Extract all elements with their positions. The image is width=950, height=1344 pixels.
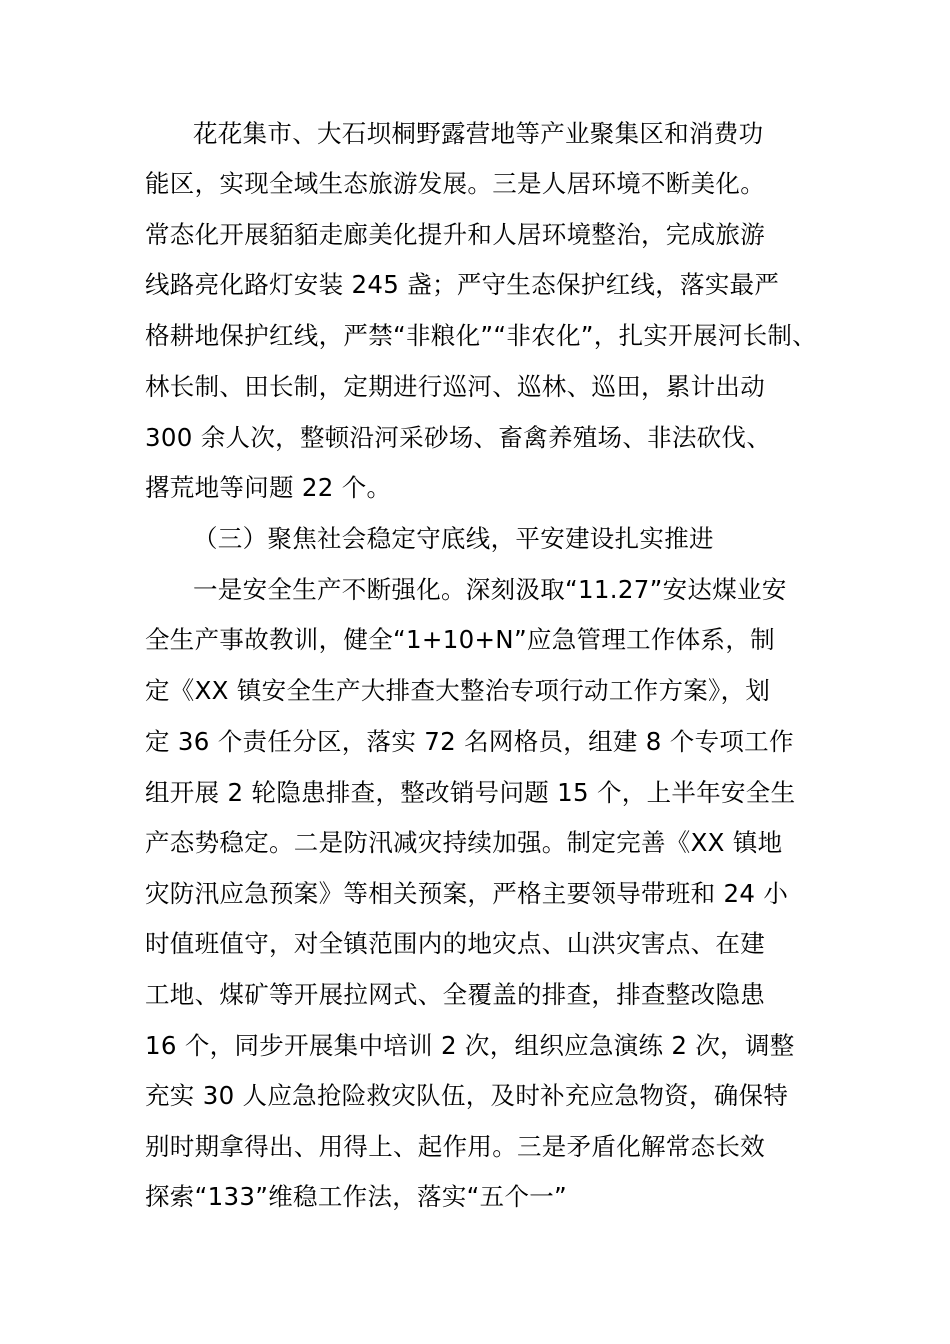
text-line-5: 格耕地保护红线，严禁“非粮化”“非农化”，扎实开展河长制、 <box>145 321 817 350</box>
text-line-10: 一是安全生产不断强化。深刻汲取“11.27”安达煤业安 <box>193 575 787 604</box>
text-line-11: 全生产事故教训，健全“1+10+N”应急管理工作体系，制 <box>145 625 775 654</box>
text-line-6: 林长制、田长制，定期进行巡河、巡林、巡田，累计出动 <box>145 372 765 401</box>
text-line-22: 探索“133”维稳工作法，落实“五个一” <box>145 1182 568 1211</box>
text-line-7: 300 余人次，整顿沿河采砂场、畜禽养殖场、非法砍伐、 <box>145 423 772 452</box>
text-line-20: 充实 30 人应急抢险救灾队伍，及时补充应急物资，确保特 <box>145 1081 789 1110</box>
text-line-8: 撂荒地等问题 22 个。 <box>145 473 392 502</box>
text-line-4: 线路亮化路灯安装 245 盏；严守生态保护红线，落实最严 <box>145 270 780 299</box>
text-line-14: 组开展 2 轮隐患排查，整改销号问题 15 个，上半年安全生 <box>145 778 796 807</box>
text-line-13: 定 36 个责任分区，落实 72 名网格员，组建 8 个专项工作 <box>145 727 794 756</box>
text-line-15: 产态势稳定。二是防汛减灾持续加强。制定完善《XX 镇地 <box>145 828 783 857</box>
text-line-17: 时值班值守，对全镇范围内的地灾点、山洪灾害点、在建 <box>145 929 765 958</box>
text-line-3: 常态化开展貊貊走廊美化提升和人居环境整治，完成旅游 <box>145 220 765 249</box>
text-line-18: 工地、煤矿等开展拉网式、全覆盖的排查，排查整改隐患 <box>145 980 765 1009</box>
text-line-21: 别时期拿得出、用得上、起作用。三是矛盾化解常态长效 <box>145 1132 765 1161</box>
text-line-1: 花花集市、大石坝桐野露营地等产业聚集区和消费功 <box>193 119 764 148</box>
section-heading: （三）聚焦社会稳定守底线，平安建设扎实推进 <box>193 524 714 553</box>
text-line-16: 灾防汛应急预案》等相关预案，严格主要领导带班和 24 小 <box>145 879 789 908</box>
text-line-19: 16 个，同步开展集中培训 2 次，组织应急演练 2 次，调整 <box>145 1031 795 1060</box>
text-line-2: 能区，实现全域生态旅游发展。三是人居环境不断美化。 <box>145 169 765 198</box>
text-line-12: 定《XX 镇安全生产大排查大整治专项行动工作方案》，划 <box>145 676 771 705</box>
